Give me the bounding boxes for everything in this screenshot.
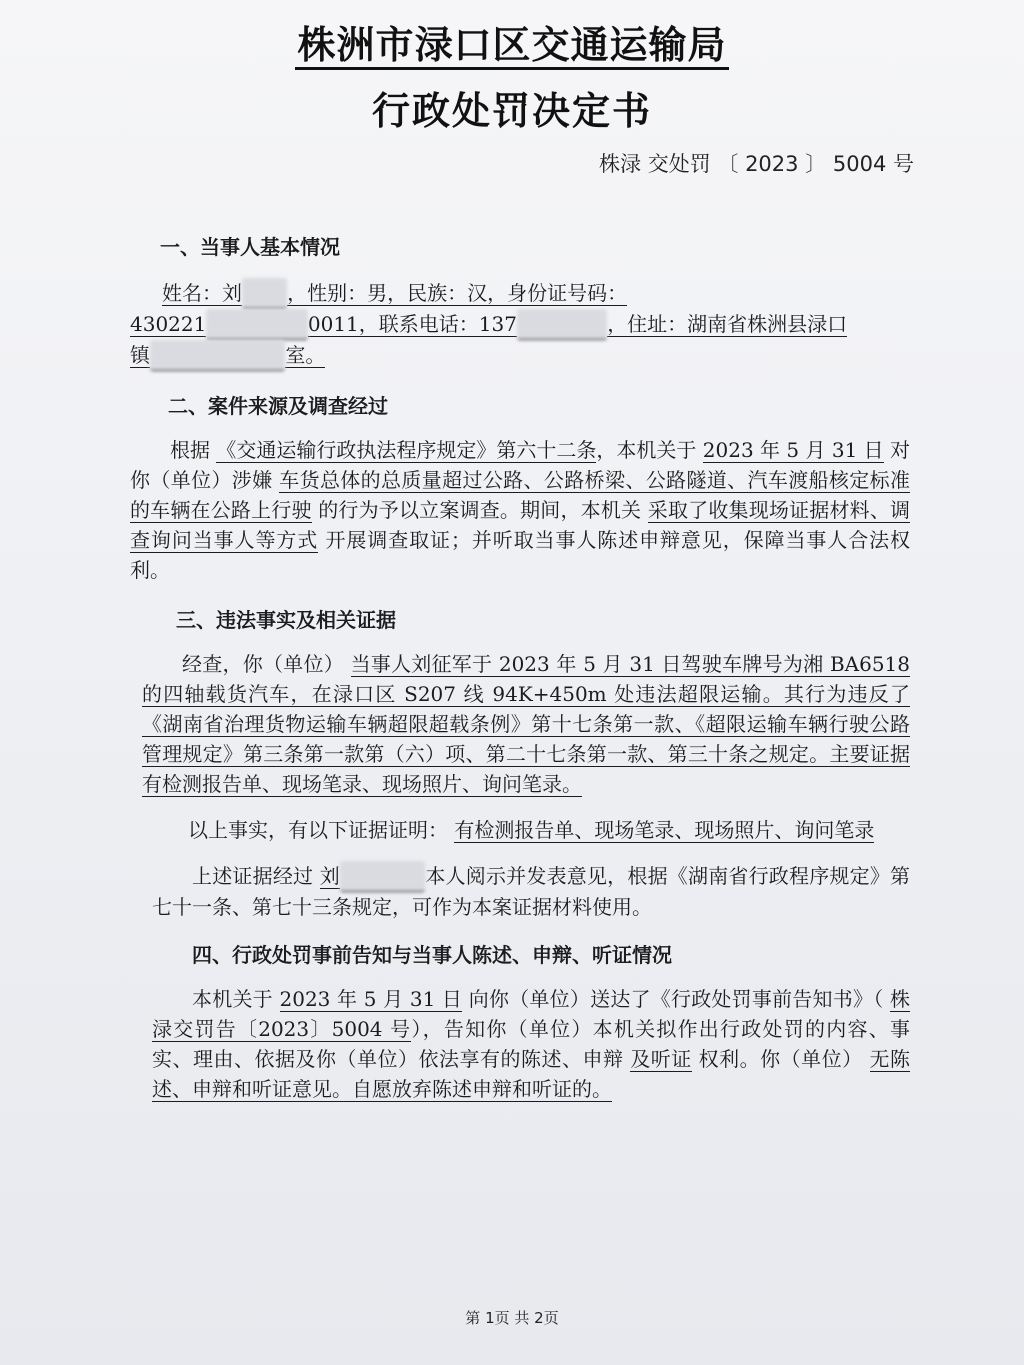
section-4-heading: 四、行政处罚事前告知与当事人陈述、申辩、听证情况 — [192, 943, 672, 967]
page-number: 第 1页 共 2页 — [465, 1309, 559, 1327]
redacted-address — [150, 340, 285, 371]
section-4-paragraph: 本机关于 2023 年 5 月 31 日 向你（单位）送达了《行政处罚事前告知书》（ 株渌交罚告〔2023〕5004 号），告知你（单位）本机关拟作出行政处罚的内容、事实、理由、依据及你（单位）依法享有的陈述、申辩 及听证 权利。你（单位） 无陈述、申辩和听证意见。自愿放弃陈述申辩和听证的。 — [152, 987, 911, 1101]
section-2-paragraph: 根据 《交通运输行政执法程序规定》第六十二条，本机关于 2023 年 5 月 31 日 对你（单位）涉嫌 车货总体的总质量超过公路、公路桥梁、公路隧道、汽车渡船核定标准的车辆在公路上行驶 的行为予以立案调查。期间，本机关 采取了收集现场证据材料、调查询问当事人等方式 开展调查取证；并听取当事人陈述申辩意见，保障当事人合法权利。 — [130, 438, 911, 582]
document-number: 株渌 交处罚 〔 2023 〕 5004 号 — [599, 152, 914, 176]
document-org-title: 株洲市渌口区交通运输局 — [0, 14, 1024, 69]
section-3-heading: 三、违法事实及相关证据 — [176, 608, 396, 632]
section-1-line-2: 430221 0011，联系电话：137 ，住址：湖南省株洲县渌口 — [130, 309, 910, 340]
redacted-name-2 — [340, 861, 425, 892]
document-body — [130, 232, 910, 1104]
document-type-title: 行政处罚决定书 — [371, 89, 652, 133]
section-3-confirmation: 上述证据经过 刘 本人阅示并发表意见，根据《湖南省行政程序规定》第七十一条、第七十三条规定，可作为本案证据材料使用。 — [130, 861, 910, 922]
section-3-evidence: 以上事实，有以下证据证明： 有检测报告单、现场笔录、现场照片、询问笔录 — [188, 818, 875, 842]
section-2-heading: 二、案件来源及调查经过 — [168, 394, 388, 418]
redacted-name — [242, 278, 287, 309]
section-3-paragraph: 经查，你（单位） 当事人刘征军于 2023 年 5 月 31 日驾驶车牌号为湘 BA6518 的四轴载货汽车，在渌口区 S207 线 94K+450m 处违法超限运输。其行为违反了《湖南省治理货物运输车辆超限超载条例》第十七条第一款、《超限运输车辆行驶公路管理规定》第三条第一款第（六）项、第二十七条第一款、第三十条之规定。主要证据有检测报告单、现场笔录、现场照片、询问笔录。 — [142, 652, 911, 796]
redacted-phone — [517, 309, 607, 340]
section-1-line-3: 镇 室。 — [130, 340, 910, 371]
redacted-id — [206, 309, 308, 340]
section-1-line-1: 姓名：刘 ，性别：男，民族：汉，身份证号码： — [130, 278, 910, 309]
section-1-heading: 一、当事人基本情况 — [160, 235, 340, 259]
